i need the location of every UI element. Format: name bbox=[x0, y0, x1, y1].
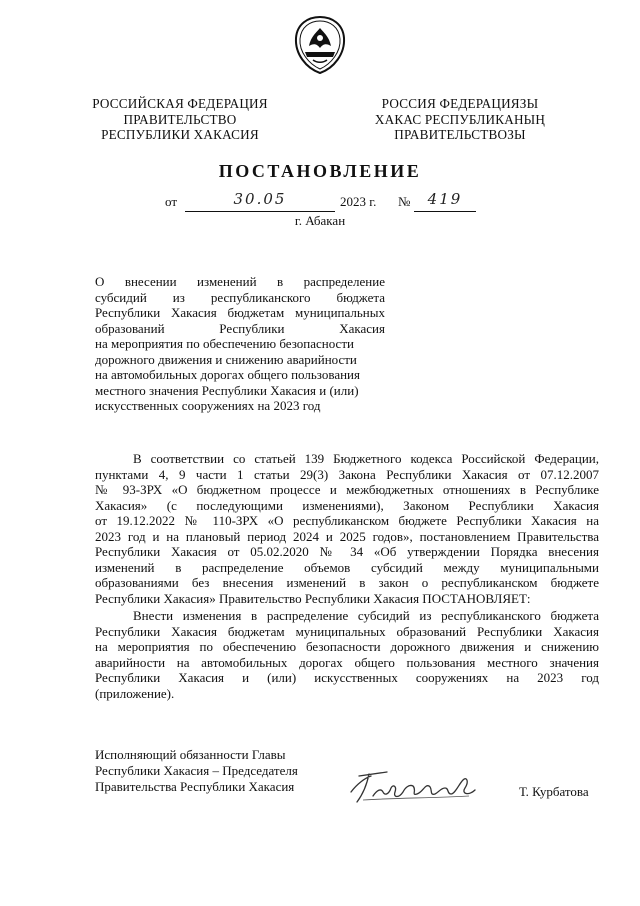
header-left-block bbox=[70, 96, 290, 143]
subject-line: на мероприятия по обеспечению безопасности bbox=[95, 336, 354, 351]
paragraph-line: Республики Хакасия и (или) искусственных сооружениях на 2023 год bbox=[95, 670, 599, 685]
handwritten-signature bbox=[343, 762, 483, 810]
paragraph-line: на мероприятия по обеспечению безопасности дорожного движения и снижению bbox=[95, 639, 599, 654]
position-line: Исполняющий обязанности Главы bbox=[95, 747, 286, 762]
header-right-line: ХАКАС РЕСПУБЛИКАНЫҢ bbox=[374, 111, 546, 127]
subject-line: на автомобильных дорогах общего пользования bbox=[95, 367, 360, 382]
paragraph-line: аварийности на автомобильных дорогах общего пользования местного значения bbox=[95, 654, 599, 670]
year-text: 2023 г. bbox=[340, 194, 377, 209]
paragraph-line: от 19.12.2022 № 110-ЗРХ «О республиканском бюджете Республики Хакасия на bbox=[95, 513, 599, 528]
document-title: ПОСТАНОВЛЕНИЕ bbox=[218, 161, 422, 181]
paragraph-line: пунктами 4, 9 части 1 статьи 29(3) Закона Республики Хакасия от 07.12.2007 bbox=[95, 466, 599, 482]
subject-line: дорожного движения и снижению аварийности bbox=[95, 351, 357, 367]
date-prefix: от bbox=[165, 194, 178, 209]
signatory-name: Т. Курбатова bbox=[519, 784, 589, 799]
subject-line: О внесении изменений в распределение bbox=[95, 274, 385, 289]
header-left-line: РОССИЙСКАЯ ФЕДЕРАЦИЯ bbox=[92, 96, 268, 111]
paragraph-line: изменений в распределение объемов субсидий между муниципальными bbox=[95, 559, 599, 575]
paragraph-line: Республики Хакасия бюджетам муниципальных образований Республики Хакасия bbox=[95, 623, 599, 639]
header-left-line: РЕСПУБЛИКИ ХАКАСИЯ bbox=[101, 127, 259, 142]
paragraph-line: Республики Хакасия от 05.02.2020 № 34 «Об утверждении Порядка внесения bbox=[95, 544, 599, 559]
paragraph-line: 2023 год и на плановый период 2024 и 2025 годов», постановлением Правительства bbox=[95, 528, 599, 544]
city-name: г. Абакан bbox=[294, 213, 346, 228]
subject-line: образований Республики Хакасия bbox=[95, 320, 385, 336]
subject-block bbox=[95, 274, 385, 414]
position-line: Правительства Республики Хакасия bbox=[95, 779, 295, 794]
header-right-block bbox=[350, 96, 570, 143]
signatory-position bbox=[95, 747, 355, 795]
header-left-line: ПРАВИТЕЛЬСТВО bbox=[123, 111, 237, 127]
paragraph-2 bbox=[95, 608, 599, 701]
paragraph-line: (приложение). bbox=[95, 685, 175, 701]
subject-line: искусственных сооружениях на 2023 год bbox=[95, 398, 321, 413]
subject-line: местного значения Республики Хакасия и (или) bbox=[95, 382, 359, 398]
number-handwritten: 419 bbox=[427, 190, 463, 208]
paragraph-1 bbox=[95, 451, 599, 606]
date-handwritten: 30.05 bbox=[233, 190, 287, 208]
number-prefix: № bbox=[398, 194, 411, 209]
header-right-line: ПРАВИТЕЛЬСТВОЗЫ bbox=[394, 127, 526, 142]
coat-of-arms-emblem bbox=[291, 14, 349, 76]
subject-line: Республики Хакасия бюджетам муниципальных bbox=[95, 305, 385, 320]
paragraph-line: Внести изменения в распределение субсидий из республиканского бюджета bbox=[133, 608, 599, 623]
paragraph-line: Хакасия» (с последующими изменениями), Законом Республики Хакасия bbox=[95, 497, 599, 513]
subject-line: субсидий из республиканского бюджета bbox=[95, 289, 385, 305]
paragraph-line: № 93-ЗРХ «О бюджетном процессе и межбюджетных отношениях в Республике bbox=[95, 482, 599, 497]
position-line: Республики Хакасия – Председателя bbox=[95, 763, 298, 778]
paragraph-line: Республики Хакасия» Правительство Республики Хакасия ПОСТАНОВЛЯЕТ: bbox=[95, 590, 531, 606]
paragraph-line: образованиями без внесения изменений в закон о республиканском бюджете bbox=[95, 575, 599, 590]
paragraph-line: В соответствии со статьей 139 Бюджетного кодекса Российской Федерации, bbox=[133, 451, 599, 466]
header-right-line: РОССИЯ ФЕДЕРАЦИЯЗЫ bbox=[381, 96, 539, 111]
